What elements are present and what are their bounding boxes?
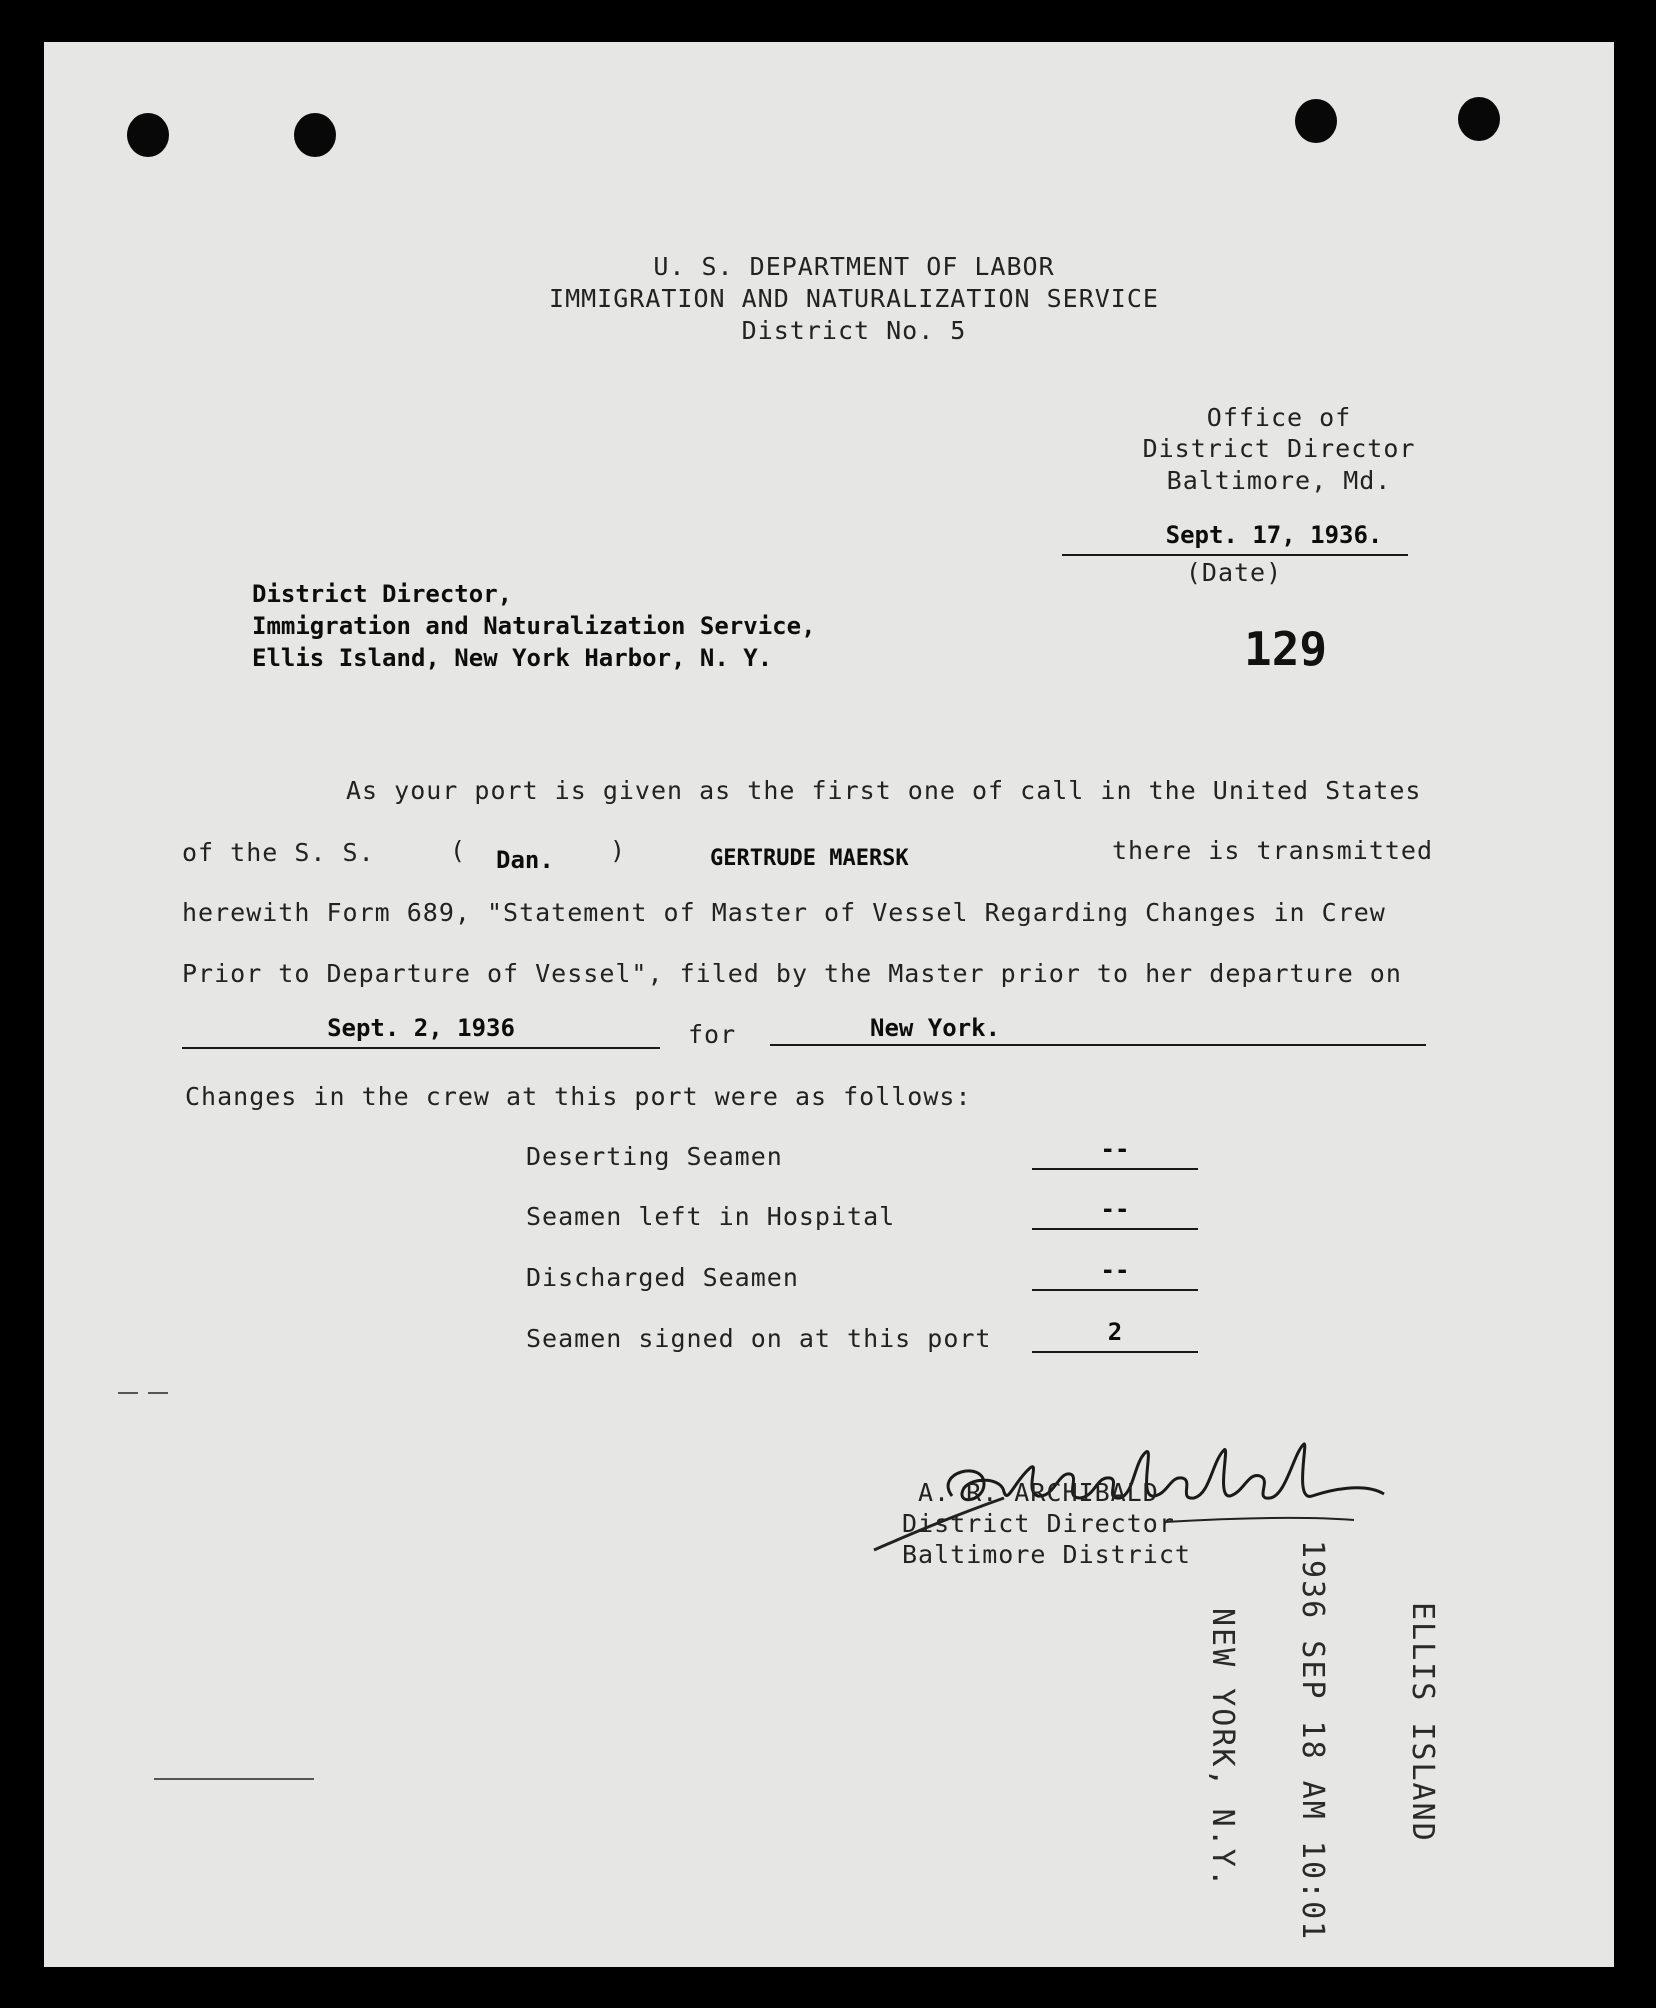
vessel-name: GERTRUDE MAERSK <box>710 846 909 871</box>
change-value: -- <box>1100 1256 1130 1284</box>
destination-rule <box>770 1044 1426 1046</box>
office-location: Baltimore, Md. <box>1166 466 1392 495</box>
departure-date: Sept. 2, 1936 <box>327 1014 515 1042</box>
change-label: Seamen left in Hospital <box>526 1202 896 1231</box>
body-transmitted: there is transmitted <box>1112 836 1434 865</box>
change-label: Deserting Seamen <box>526 1142 783 1171</box>
change-value: -- <box>1100 1135 1130 1163</box>
change-value-rule <box>1032 1168 1198 1170</box>
addressee-address: Ellis Island, New York Harbor, N. Y. <box>252 644 773 672</box>
date-label: (Date) <box>1185 558 1283 587</box>
destination: New York. <box>870 1014 1001 1042</box>
date-rule <box>1062 554 1408 556</box>
body-of-the-ss: of the S. S. <box>182 838 375 867</box>
document-page <box>44 42 1614 1967</box>
departure-date-rule <box>182 1047 660 1049</box>
change-label: Discharged Seamen <box>526 1263 799 1292</box>
open-paren: ( <box>450 836 467 865</box>
body-line-1: As your port is given as the first one of call in the United States <box>346 776 1422 805</box>
change-label: Seamen signed on at this port <box>526 1324 992 1353</box>
margin-mark <box>118 1392 138 1394</box>
changes-intro: Changes in the crew at this port were as follows: <box>185 1082 972 1111</box>
change-value: -- <box>1100 1195 1130 1223</box>
stamp-location: ELLIS ISLAND <box>1405 1602 1440 1843</box>
body-line-4: Prior to Departure of Vessel", filed by the Master prior to her departure on <box>182 959 1402 988</box>
change-value-rule <box>1032 1228 1198 1230</box>
close-paren: ) <box>610 836 627 865</box>
body-for: for <box>688 1020 737 1049</box>
signer-title: District Director <box>902 1509 1175 1538</box>
vessel-nationality: Dan. <box>496 846 554 874</box>
change-value-rule <box>1032 1351 1198 1353</box>
change-value-rule <box>1032 1289 1198 1291</box>
punch-hole <box>1295 99 1337 143</box>
signer-district: Baltimore District <box>902 1540 1191 1569</box>
punch-hole <box>294 113 336 157</box>
addressee-title: District Director, <box>252 580 513 608</box>
punch-hole <box>127 113 169 157</box>
office-title: District Director <box>1142 434 1416 463</box>
letterhead-department: U. S. DEPARTMENT OF LABOR <box>653 252 1055 281</box>
letter-date: Sept. 17, 1936. <box>1165 521 1383 549</box>
letterhead-district: District No. 5 <box>741 316 967 345</box>
letterhead-service: IMMIGRATION AND NATURALIZATION SERVICE <box>549 284 1159 313</box>
signer-name: A. R. ARCHIBALD <box>918 1478 1159 1507</box>
stamp-datetime: 1936 SEP 18 AM 10:01 <box>1295 1540 1330 1942</box>
margin-mark <box>154 1778 314 1780</box>
margin-mark <box>148 1392 168 1394</box>
file-number: 129 <box>1244 622 1328 676</box>
office-of: Office of <box>1206 403 1352 432</box>
change-value: 2 <box>1107 1318 1123 1346</box>
addressee-service: Immigration and Naturalization Service, <box>252 612 816 640</box>
body-line-3: herewith Form 689, "Statement of Master of Vessel Regarding Changes in Crew <box>182 898 1386 927</box>
stamp-city: NEW YORK, N.Y. <box>1205 1608 1240 1889</box>
punch-hole <box>1458 97 1500 141</box>
